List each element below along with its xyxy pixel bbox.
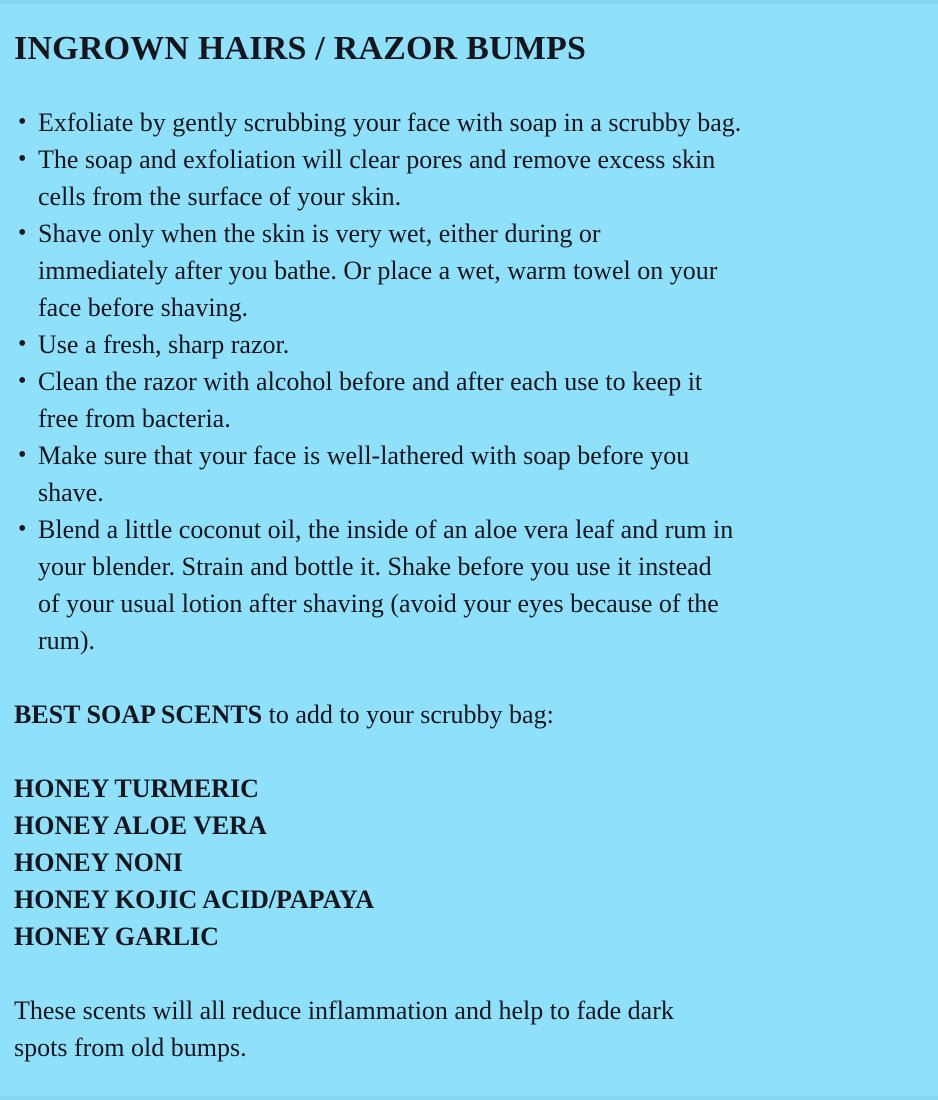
scent-item: HONEY GARLIC xyxy=(14,922,219,951)
bullet-text-line: free from bacteria. xyxy=(38,404,231,433)
spacer xyxy=(14,733,918,770)
page-title: INGROWN HAIRS / RAZOR BUMPS xyxy=(14,30,587,67)
scents-intro-bold: BEST SOAP SCENTS xyxy=(14,700,263,729)
spacer xyxy=(14,67,918,104)
bullet-text xyxy=(38,104,918,141)
bullet-text-line: rum). xyxy=(38,626,96,655)
bullet-icon: • xyxy=(18,331,27,357)
footer-line: These scents will all reduce inflammation and help to fade dark xyxy=(14,996,674,1025)
bottom-edge-shade xyxy=(0,1096,938,1100)
tips-list xyxy=(14,104,918,659)
footer-paragraph xyxy=(14,992,918,1066)
bullet-item xyxy=(14,437,918,511)
bullet-icon: • xyxy=(18,146,27,172)
bullet-icon: • xyxy=(18,109,27,135)
bullet-text-line: your blender. Strain and bottle it. Shake before you use it instead xyxy=(38,552,712,581)
bullet-text xyxy=(38,363,918,437)
bullet-text-line: face before shaving. xyxy=(38,293,249,322)
bullet-icon: • xyxy=(18,442,27,468)
bullet-text xyxy=(38,511,918,659)
bullet-item xyxy=(14,215,918,326)
bullet-text xyxy=(38,437,918,511)
bullet-text-line: cells from the surface of your skin. xyxy=(38,182,402,211)
spacer xyxy=(14,955,918,992)
bullet-icon: • xyxy=(18,220,27,246)
bullet-text-line: immediately after you bathe. Or place a wet, warm towel on your xyxy=(38,256,718,285)
scent-item: HONEY TURMERIC xyxy=(14,774,259,803)
scents-intro xyxy=(14,696,918,733)
bullet-item xyxy=(14,363,918,437)
bullet-text xyxy=(38,326,918,363)
bullet-item xyxy=(14,511,918,659)
footer-line: spots from old bumps. xyxy=(14,1033,247,1062)
bullet-text-line: Clean the razor with alcohol before and after each use to keep it xyxy=(38,367,703,396)
scents-intro-rest: to add to your scrubby bag: xyxy=(262,700,554,729)
bullet-text-line: Blend a little coconut oil, the inside of an aloe vera leaf and rum in xyxy=(38,515,734,544)
bullet-item xyxy=(14,104,918,141)
top-edge-shade xyxy=(0,0,938,4)
bullet-text xyxy=(38,215,918,326)
bullet-text-line: Shave only when the skin is very wet, either during or xyxy=(38,219,601,248)
bullet-item xyxy=(14,326,918,363)
bullet-icon: • xyxy=(18,368,27,394)
scent-list xyxy=(14,770,918,955)
bullet-icon: • xyxy=(18,516,27,542)
bullet-item xyxy=(14,141,918,215)
bullet-text-line: The soap and exfoliation will clear pores and remove excess skin xyxy=(38,145,716,174)
bullet-text-line: Make sure that your face is well-lathered with soap before you xyxy=(38,441,690,470)
bullet-text-line: Use a fresh, sharp razor. xyxy=(38,330,290,359)
scent-item: HONEY NONI xyxy=(14,848,183,877)
scent-item: HONEY ALOE VERA xyxy=(14,811,267,840)
bullet-text xyxy=(38,141,918,215)
scent-item: HONEY KOJIC ACID/PAPAYA xyxy=(14,885,375,914)
bullet-text-line: Exfoliate by gently scrubbing your face with soap in a scrubby bag. xyxy=(38,108,742,137)
bullet-text-line: shave. xyxy=(38,478,104,507)
bullet-text-line: of your usual lotion after shaving (avoid your eyes because of the xyxy=(38,589,719,618)
spacer xyxy=(14,659,918,696)
